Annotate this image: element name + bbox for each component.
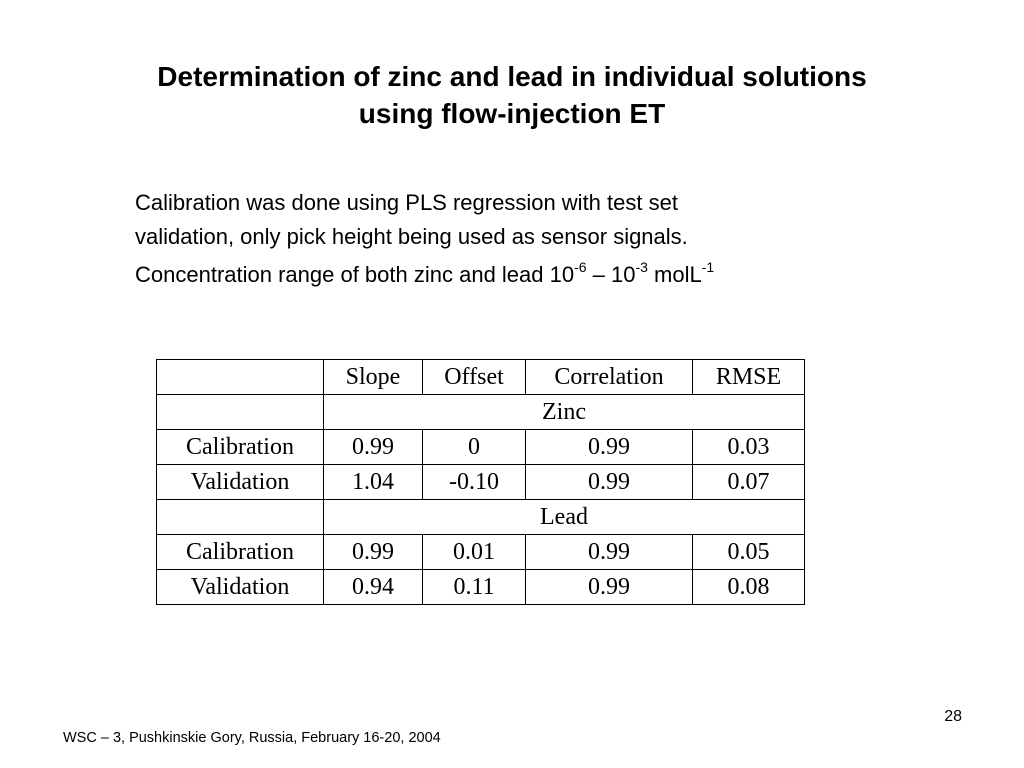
header-cell-slope: Slope <box>324 360 423 395</box>
table-row <box>157 535 805 570</box>
group-label-lead: Lead <box>324 500 805 535</box>
slope-cell: 0.99 <box>324 430 423 465</box>
group-row-blank-cell <box>157 395 324 430</box>
slide-title-line-1: Determination of zinc and lead in individual solutions <box>157 61 867 92</box>
table-header-row <box>157 360 805 395</box>
rmse-cell: 0.07 <box>693 465 805 500</box>
slope-cell: 1.04 <box>324 465 423 500</box>
body-line-2: validation, only pick height being used as sensor signals. <box>135 224 688 249</box>
group-row-zinc <box>157 395 805 430</box>
slide-body <box>135 186 935 292</box>
results-table <box>156 359 805 605</box>
offset-cell: 0 <box>423 430 526 465</box>
concentration-range-line <box>135 258 935 292</box>
header-cell-offset: Offset <box>423 360 526 395</box>
group-row-lead <box>157 500 805 535</box>
slope-cell: 0.94 <box>324 570 423 605</box>
correlation-cell: 0.99 <box>526 465 693 500</box>
table-row <box>157 465 805 500</box>
row-label: Calibration <box>157 430 324 465</box>
offset-cell: 0.11 <box>423 570 526 605</box>
exponent-2: -3 <box>635 258 648 275</box>
concentration-dash: – 10 <box>586 262 636 287</box>
slide-title-line-2: using flow-injection ET <box>358 98 666 129</box>
table-row <box>157 430 805 465</box>
row-label: Calibration <box>157 535 324 570</box>
group-label-zinc: Zinc <box>324 395 805 430</box>
rmse-cell: 0.05 <box>693 535 805 570</box>
table-row <box>157 570 805 605</box>
group-row-blank-cell <box>157 500 324 535</box>
row-label: Validation <box>157 570 324 605</box>
slope-cell: 0.99 <box>324 535 423 570</box>
correlation-cell: 0.99 <box>526 535 693 570</box>
exponent-3: -1 <box>701 258 715 275</box>
header-cell-correlation: Correlation <box>526 360 693 395</box>
rmse-cell: 0.08 <box>693 570 805 605</box>
concentration-prefix: Concentration range of both zinc and lead 10 <box>135 262 575 287</box>
slide-title <box>40 58 984 132</box>
correlation-cell: 0.99 <box>526 570 693 605</box>
rmse-cell: 0.03 <box>693 430 805 465</box>
offset-cell: 0.01 <box>423 535 526 570</box>
offset-cell: -0.10 <box>423 465 526 500</box>
header-cell-rmse: RMSE <box>693 360 805 395</box>
concentration-unit: molL <box>647 262 702 287</box>
correlation-cell: 0.99 <box>526 430 693 465</box>
body-line-1: Calibration was done using PLS regression with test set <box>135 190 678 215</box>
exponent-1: -6 <box>574 258 587 275</box>
footer-text: WSC – 3, Pushkinskie Gory, Russia, February 16-20, 2004 <box>63 730 441 746</box>
page-number: 28 <box>944 708 962 725</box>
row-label: Validation <box>157 465 324 500</box>
header-cell-empty <box>157 360 324 395</box>
